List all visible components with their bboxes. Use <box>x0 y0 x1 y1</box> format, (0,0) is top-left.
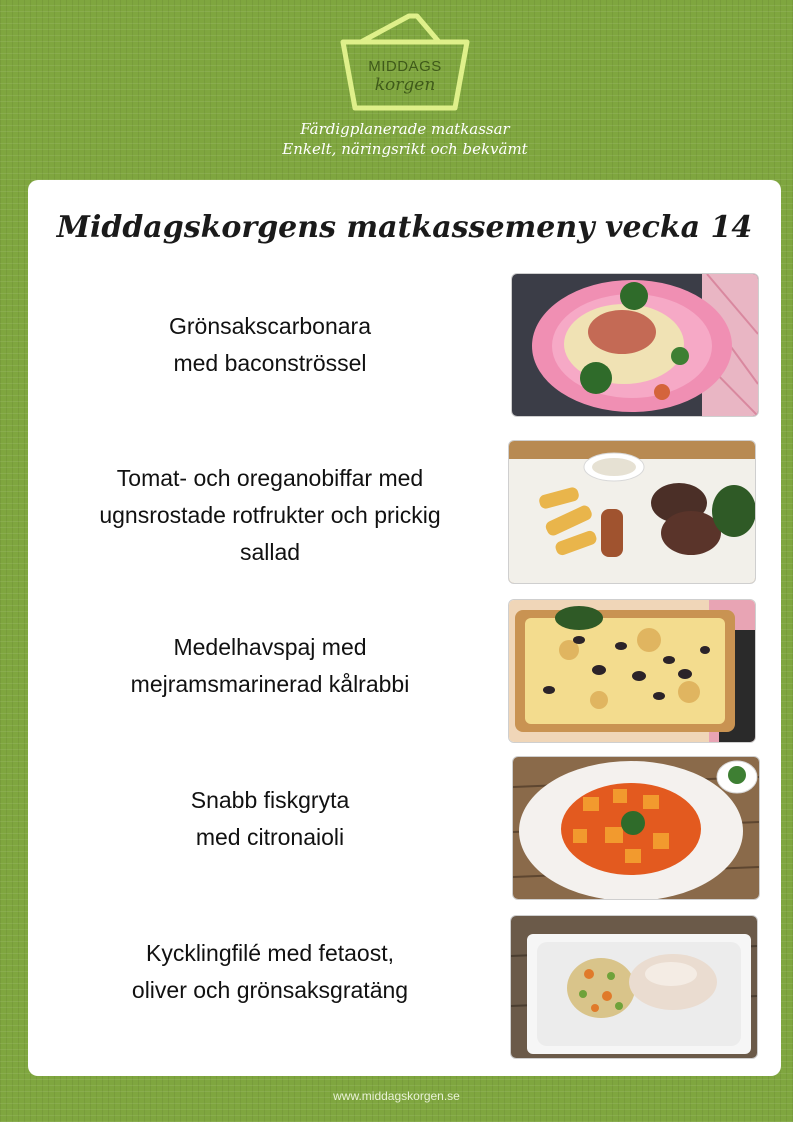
dish-5-description <box>60 935 480 1009</box>
dish-1-photo <box>511 273 759 417</box>
dish-4-line-1: Snabb fiskgryta <box>190 787 350 813</box>
dish-2-photo <box>508 440 756 584</box>
dish-1-line-1: Grönsakscarbonara <box>169 313 371 339</box>
dish-1-description <box>60 308 480 382</box>
dish-4-photo <box>512 756 760 900</box>
dish-3-description <box>60 629 480 703</box>
dish-3-line-2: mejramsmarinerad kålrabbi <box>130 671 410 697</box>
dish-2-line-3: sallad <box>239 539 301 565</box>
dish-5-photo <box>510 915 758 1059</box>
dish-5-line-2: oliver och grönsaksgratäng <box>131 977 409 1003</box>
dish-1-line-2: med baconströssel <box>173 350 367 376</box>
dish-2-line-2: ugnsrostade rotfrukter och prickig <box>99 502 441 528</box>
dish-3-photo <box>508 599 756 743</box>
dish-4-description <box>60 782 480 856</box>
dish-2-description <box>60 460 480 571</box>
logo-text-middags: MIDDAGS <box>368 58 442 75</box>
dish-4-line-2: med citronaioli <box>195 824 345 850</box>
dish-5-line-1: Kycklingfilé med fetaost, <box>145 940 394 966</box>
dish-3-line-1: Medelhavspaj med <box>173 634 367 660</box>
logo-text-korgen: korgen <box>374 75 436 95</box>
website-url: www.middagskorgen.se <box>333 1089 460 1103</box>
middagskorgen-logo <box>339 12 471 112</box>
tagline-line-2: Enkelt, näringsrikt och bekvämt <box>282 140 528 158</box>
page-title: Middagskorgens matkassemeny vecka 14 <box>56 210 753 245</box>
tagline-line-1: Färdigplanerade matkassar <box>300 120 510 138</box>
dish-2-line-1: Tomat- och oreganobiffar med <box>116 465 424 491</box>
